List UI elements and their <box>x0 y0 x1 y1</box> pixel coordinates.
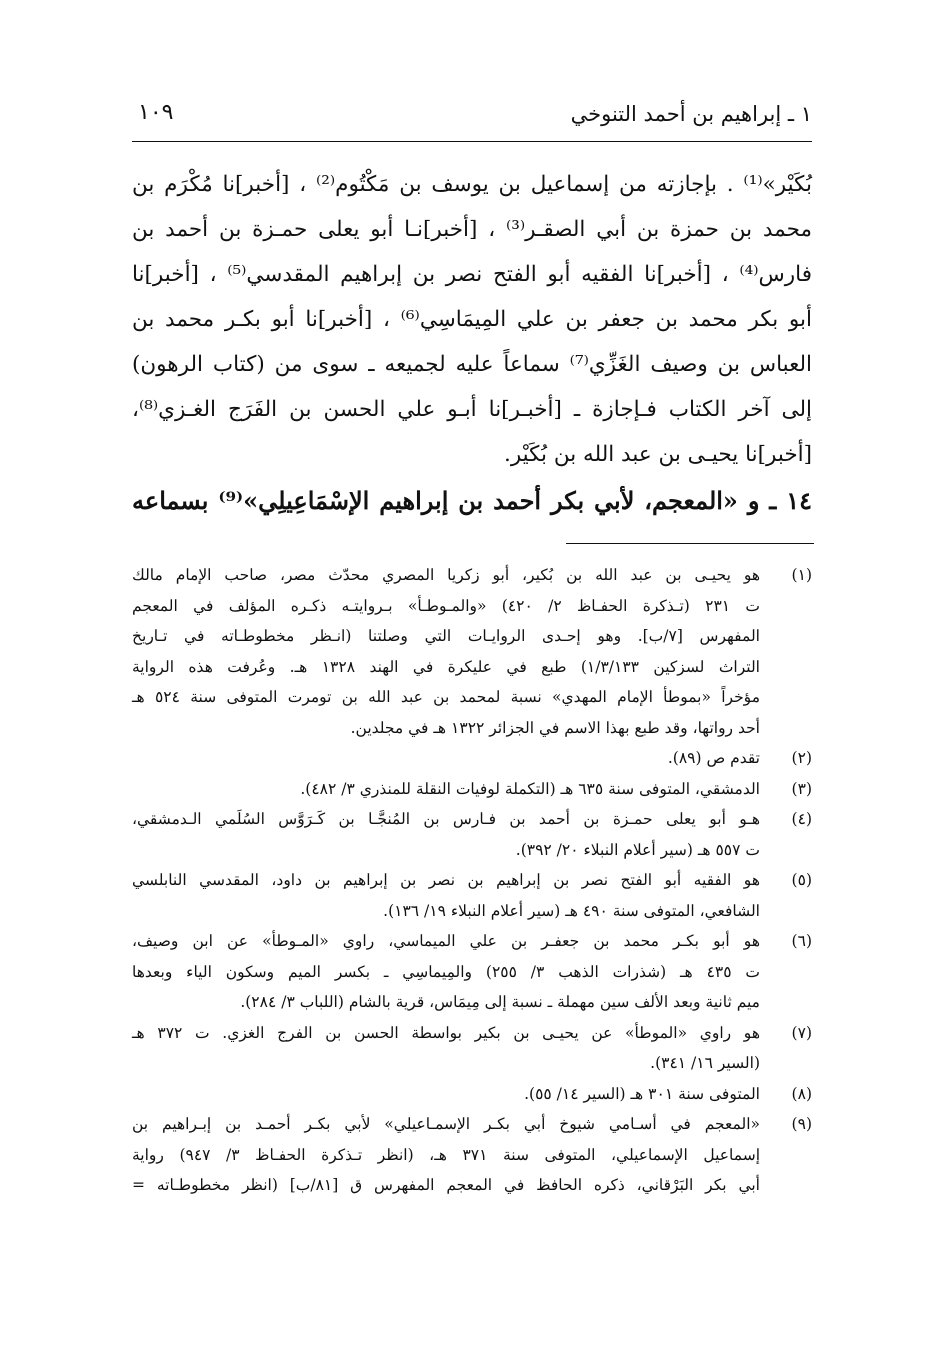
running-header <box>132 92 812 142</box>
text-line: بُكَيْر»⁽¹⁾ . بإجازته من إسماعيل بن يوسف بن مَكْتُوم⁽²⁾ ، [أخبر]نا مُكْرَم بن <box>132 172 812 197</box>
footnote <box>132 926 812 1018</box>
footnote-line: إسماعيل الإسماعيلي، المتوفى سنة ٣٧١ هـ، (انظر تـذكرة الحفـاظ ٣/ ٩٤٧) رواية <box>132 1145 761 1164</box>
footnote-number: (١) <box>791 566 812 584</box>
footnotes <box>132 560 812 1201</box>
footnote-line: «المعجم في أسـامي شيوخ أبي بكـر الإسمـاعيلي» لأبي بكـر أحمـد بن إبـراهيم بن <box>132 1115 760 1133</box>
footnote-number: (٣) <box>791 779 812 798</box>
footnote-line: المتوفى سنة ٣٠١ هـ (السير ١٤/ ٥٥). <box>524 1084 760 1103</box>
footnote-line: التراث لسزكين ١/٣/١٣٣) طبع في عليكرة في الهند ١٣٢٨ هـ. وعُرفت هذه الرواية <box>132 657 760 676</box>
footnote-line: مؤخراً «بموطأ الإمام المهدي» نسبة لمحمد بن عبد الله بن تومرت المتوفى سنة ٥٢٤ هـ <box>132 688 760 706</box>
footnote-number: (٤) <box>791 810 812 828</box>
footnote-line: أحد رواتها، وقد طبع بهذا الاسم في الجزائر ١٣٢٢ هـ في مجلدين. <box>350 718 760 737</box>
footnote <box>132 743 812 774</box>
text-line: العباس بن وصيف الغَزِّي⁽⁷⁾ سماعاً عليه لجميعه ـ سوى من (كتاب الرهون) <box>132 352 812 377</box>
page-number: ١٠٩ <box>138 100 174 125</box>
footnote-number: (٥) <box>791 871 812 889</box>
footnote-number: (٧) <box>791 1023 812 1042</box>
footnote-line: المفهرس [٧/ب]. وهو إحـدى الروايـات التي وصلتنا (انـظر مخطوطـاته في تـاريخ <box>132 627 760 645</box>
header-rule <box>132 141 812 142</box>
footnote-line: الدمشقي، المتوفى سنة ٦٣٥ هـ (التكملة لوفيات النقلة للمنذري ٣/ ٤٨٢). <box>300 779 760 798</box>
footnote-line: هو راوي «الموطأ» عن يحيـى بن بكير بواسطة الحسن بن الفرج الغزي. ت ٣٧٢ هـ <box>132 1023 760 1042</box>
section-heading: ١٤ ـ و «المعجم، لأبي بكر أحمد بن إبراهيم الإسْمَاعِيلِي»⁽⁹⁾ بسماعه <box>132 486 813 515</box>
footnote-line: هو الفقيه أبو الفتح نصر بن إبراهيم بن نصر بن إبراهيم بن داود، المقدسي النابلسي <box>132 871 760 889</box>
footnote-line: (السير ١٦/ ٣٤١). <box>650 1054 760 1072</box>
footnote <box>132 865 812 926</box>
footnote <box>132 774 812 805</box>
footnote-line: ت ٤٣٥ هـ (شذرات الذهب ٣/ ٢٥٥) والمِيماسِي ـ بكسر الميم وسكون الياء وبعدها <box>132 962 760 981</box>
footnote-line: ميم ثانية وبعد الألف سين مهملة ـ نسبة إلى مِيمَاس، قرية بالشام (اللباب ٣/ ٢٨٤). <box>240 993 760 1011</box>
footnote <box>132 1109 812 1201</box>
footnote <box>132 560 812 743</box>
text-line: فارس⁽⁴⁾ ، [أخبر]نا الفقيه أبو الفتح نصر بن إبراهيم المقدسي⁽⁵⁾ ، [أخبر]نا <box>132 262 812 287</box>
text-line: [أخبر]نا يحيـى بن عبد الله بن بُكَيْر. <box>503 442 812 467</box>
footnote <box>132 804 812 865</box>
text-line: إلى آخر الكتاب فـإجازة ـ [أخبـر]نا أبـو علي الحسن بن الفَرَج الغـزي⁽⁸⁾، <box>132 397 812 422</box>
footnote-separator <box>566 543 814 544</box>
text-line: أبو بكر محمد بن جعفر بن علي المِيمَاسِي⁽⁶⁾ ، [أخبر]نا أبو بكـر محمد بن <box>132 307 812 332</box>
footnote-line: تقدم ص (٨٩). <box>667 749 760 767</box>
footnote-line: ت ٢٣١ (تـذكرة الحفـاظ ٢/ ٤٢٠) «والمـوطـأ» بـروايتـه ذكـره المؤلف في المعجم <box>132 596 760 615</box>
footnote-line: ت ٥٥٧ هـ (سير أعلام النبلاء ٢٠/ ٣٩٢). <box>515 840 760 859</box>
footnote-line: هـو أبو يعلى حمـزة بن أحمد بن فـارس بن المُنجَّـا بن كَـرَوَّس السُلَمي الـدمشقي، <box>132 810 761 828</box>
footnote-number: (٢) <box>791 749 812 767</box>
footnote-line: أبي بكر البَرْقاني، ذكره الحافظ في المعجم المفهرس ق [٨١/ب] (انظر مخطوطـاته = <box>132 1176 760 1194</box>
chapter-title: ١ ـ إبراهيم بن أحمد التنوخي <box>570 102 812 126</box>
text-line: محمد بن حمزة بن أبي الصقـر⁽³⁾ ، [أخبر]نـا أبو يعلى حمـزة بن أحمد بن <box>132 217 812 242</box>
footnote-number: (٩) <box>791 1115 812 1133</box>
footnote-number: (٦) <box>791 932 812 950</box>
footnote-line: هو أبو بكـر محمد بن جعفـر بن علي الميماسي، راوي «المـوطأ» عن ابن وصيف، <box>132 932 760 950</box>
footnote-line: الشافعي، المتوفى سنة ٤٩٠ هـ (سير أعلام النبلاء ١٩/ ١٣٦). <box>383 901 760 920</box>
main-text <box>132 162 812 477</box>
footnote <box>132 1018 812 1079</box>
footnote-line: هو يحيـى بن عبد الله بن بُكير، أبو زكريا المصري محدّث مصر، صاحب الإمام مالك <box>132 566 760 584</box>
footnote <box>132 1079 812 1110</box>
footnote-number: (٨) <box>791 1084 812 1103</box>
